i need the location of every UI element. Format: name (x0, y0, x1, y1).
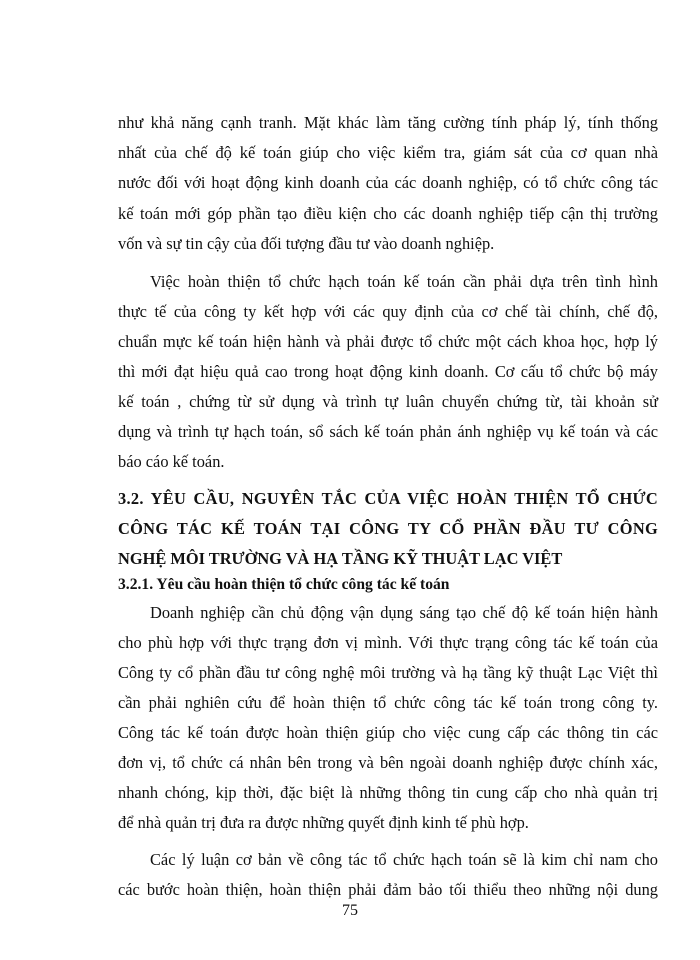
heading-line: 3.2. YÊU CẦU, NGUYÊN TẮC CỦA VIỆC HOÀN THIỆN TỔ CHỨC (118, 489, 658, 508)
text-line: Công ty cổ phần đầu tư công nghệ môi trường và hạ tầng kỹ thuật Lạc Việt thì (118, 663, 658, 682)
text-line: kế toán mới góp phần tạo điều kiện cho các doanh nghiệp tiếp cận thị trường (118, 204, 658, 223)
subsection-heading: 3.2.1. Yêu cầu hoàn thiện tổ chức công tác kế toán (118, 576, 450, 593)
text-line: chuẩn mực kế toán hiện hành và phải được tổ chức một cách khoa học, hợp lý (118, 332, 658, 351)
text-line: thực tế của công ty kết hợp với các quy định của cơ chế tài chính, chế độ, (118, 302, 658, 321)
text-line: dụng và trình tự hạch toán, sổ sách kế toán phản ánh nghiệp vụ kế toán và các (118, 422, 658, 441)
text-line: báo cáo kế toán. (118, 452, 225, 471)
text-line: nhất của chế độ kế toán giúp cho việc kiểm tra, giám sát của cơ quan nhà (118, 143, 658, 162)
text-line: vốn và sự tin cậy của đối tượng đầu tư vào doanh nghiệp. (118, 234, 495, 253)
text-line: Doanh nghiệp cần chủ động vận dụng sáng tạo chế độ kế toán hiện hành (150, 603, 658, 622)
text-line: cần phải nghiên cứu để hoàn thiện tổ chức công tác kế toán trong công ty. (118, 693, 658, 712)
text-line: các bước hoàn thiện, hoàn thiện phải đảm bảo tối thiểu theo những nội dung (118, 880, 658, 899)
text-line: cho phù hợp với thực trạng đơn vị mình. Với thực trạng công tác kế toán của (118, 633, 658, 652)
heading-line: CÔNG TÁC KẾ TOÁN TẠI CÔNG TY CỔ PHẦN ĐẦU TƯ CÔNG (118, 519, 658, 538)
text-line: Các lý luận cơ bản về công tác tổ chức hạch toán sẽ là kim chỉ nam cho (150, 850, 658, 869)
text-line: kế toán , chứng từ sử dụng và trình tự luân chuyển chứng từ, tài khoản sử (118, 392, 658, 411)
text-line: thì mới đạt hiệu quả cao trong hoạt động kinh doanh. Cơ cấu tổ chức bộ máy (118, 362, 658, 381)
text-line: đơn vị, tổ chức cá nhân bên trong và bên ngoài doanh nghiệp được chính xác, (118, 753, 658, 772)
text-line: như khả năng cạnh tranh. Mặt khác làm tăng cường tính pháp lý, tính thống (118, 113, 658, 132)
text-line: để nhà quản trị đưa ra được những quyết định kinh tế phù hợp. (118, 813, 529, 832)
heading-line: NGHỆ MÔI TRƯỜNG VÀ HẠ TẦNG KỸ THUẬT LẠC VIỆT (118, 549, 563, 568)
text-line: Việc hoàn thiện tổ chức hạch toán kế toán cần phải dựa trên tình hình (150, 272, 658, 291)
text-line: Công tác kế toán được hoàn thiện giúp cho việc cung cấp các thông tin các (118, 723, 658, 742)
page-number: 75 (342, 902, 358, 919)
text-line: nước đối với hoạt động kinh doanh của các doanh nghiệp, có tổ chức công tác (118, 173, 658, 192)
text-line: nhanh chóng, kịp thời, đặc biệt là những thông tin cung cấp cho nhà quản trị (118, 783, 658, 802)
